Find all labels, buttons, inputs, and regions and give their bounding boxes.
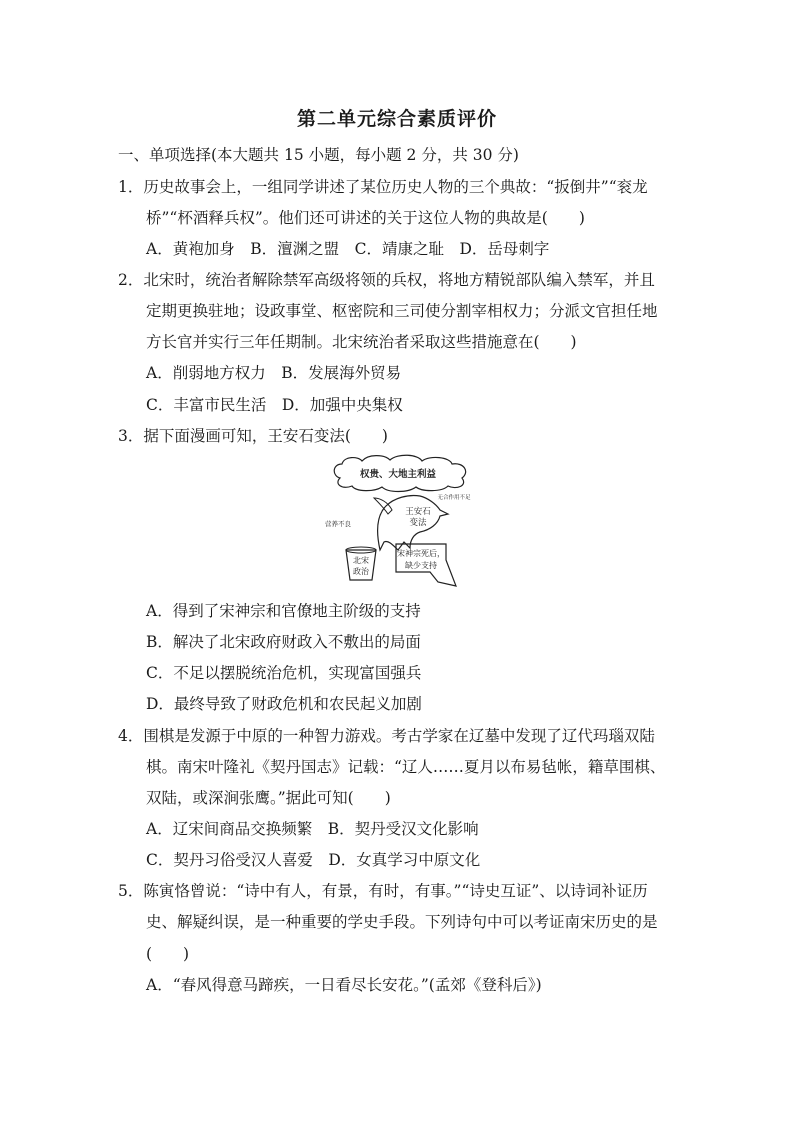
question-1-line-1: 1．历史故事会上，一组同学讲述了某位历史人物的三个典故：“扳倒井”“衮龙	[118, 178, 648, 196]
question-3-option-d: D．最终导致了财政危机和农民起义加剧	[146, 695, 422, 713]
bucket-label-line-2: 政治	[353, 567, 369, 576]
question-5-line-1: 5．陈寅恪曾说：“诗中有人，有景，有时，有事。”“诗史互证”、以诗词补证历	[118, 882, 648, 900]
dolphin-fin	[374, 498, 392, 514]
question-4-options-cd: C．契丹习俗受汉人喜爱 D．女真学习中原文化	[146, 851, 481, 869]
page-title: 第二单元综合素质评价	[296, 108, 497, 130]
question-4-line-2: 棋。南宋叶隆礼《契丹国志》记载：“辽人……夏月以布易毡帐，籍草围棋、	[146, 758, 666, 776]
bucket-label-line-1: 北宋	[353, 556, 369, 565]
question-3-option-a: A．得到了宋神宗和官僚地主阶级的支持	[146, 602, 421, 620]
effect-note: 无合作用不足	[437, 495, 471, 501]
cartoon-figure	[318, 452, 486, 592]
question-3-option-b: B．解决了北宋政府财政入不敷出的局面	[146, 633, 421, 651]
poor-nutrition-note: 营养不良	[325, 520, 351, 528]
question-5-option-a: A．“春风得意马蹄疾，一日看尽长安花。”(孟郊《登科后》)	[146, 976, 542, 994]
sign-label-line-2: 缺少支持	[405, 561, 437, 570]
question-4-options-ab: A．辽宋间商品交换频繁 B．契丹受汉文化影响	[146, 820, 479, 838]
question-2-line-1: 2．北宋时，统治者解除禁军高级将领的兵权，将地方精锐部队编入禁军，并且	[118, 271, 655, 289]
question-5-line-2: 史、解疑纠误，是一种重要的学史手段。下列诗句中可以考证南宋历史的是	[146, 913, 658, 931]
question-2-options-ab: A．削弱地方权力 B．发展海外贸易	[146, 364, 402, 382]
question-2-line-3: 方长官并实行三年任期制。北宋统治者采取这些措施意在( )	[146, 333, 577, 351]
dolphin-label-line-1: 王安石	[405, 507, 431, 517]
question-4-line-1: 4．围棋是发源于中原的一种智力游戏。考古学家在辽墓中发现了辽代玛瑙双陆	[118, 727, 655, 745]
question-3-option-c: C．不足以摆脱统治危机，实现富国强兵	[146, 664, 422, 682]
question-3-line-1: 3．据下面漫画可知，王安石变法( )	[118, 427, 388, 445]
question-1-options: A．黄袍加身 B．澶渊之盟 C．靖康之耻 D．岳母刺字	[146, 240, 550, 258]
question-2-line-2: 定期更换驻地；设政事堂、枢密院和三司使分割宰相权力；分派文官担任地	[146, 302, 658, 320]
question-1-line-2: 桥”“杯酒释兵权”。他们还可讲述的关于这位人物的典故是( )	[146, 209, 585, 227]
section-heading: 一、单项选择(本大题共 15 小题，每小题 2 分，共 30 分)	[118, 146, 519, 164]
dolphin-label-line-2: 变法	[409, 518, 427, 528]
question-4-line-3: 双陆，或深涧张鹰。”据此可知( )	[146, 789, 391, 807]
question-2-options-cd: C．丰富市民生活 D．加强中央集权	[146, 396, 403, 414]
question-5-line-3: ( )	[146, 945, 190, 963]
cloud-label: 权贵、大地主利益	[359, 469, 437, 480]
sign-label-line-1: 宋神宗死后，	[397, 549, 445, 558]
